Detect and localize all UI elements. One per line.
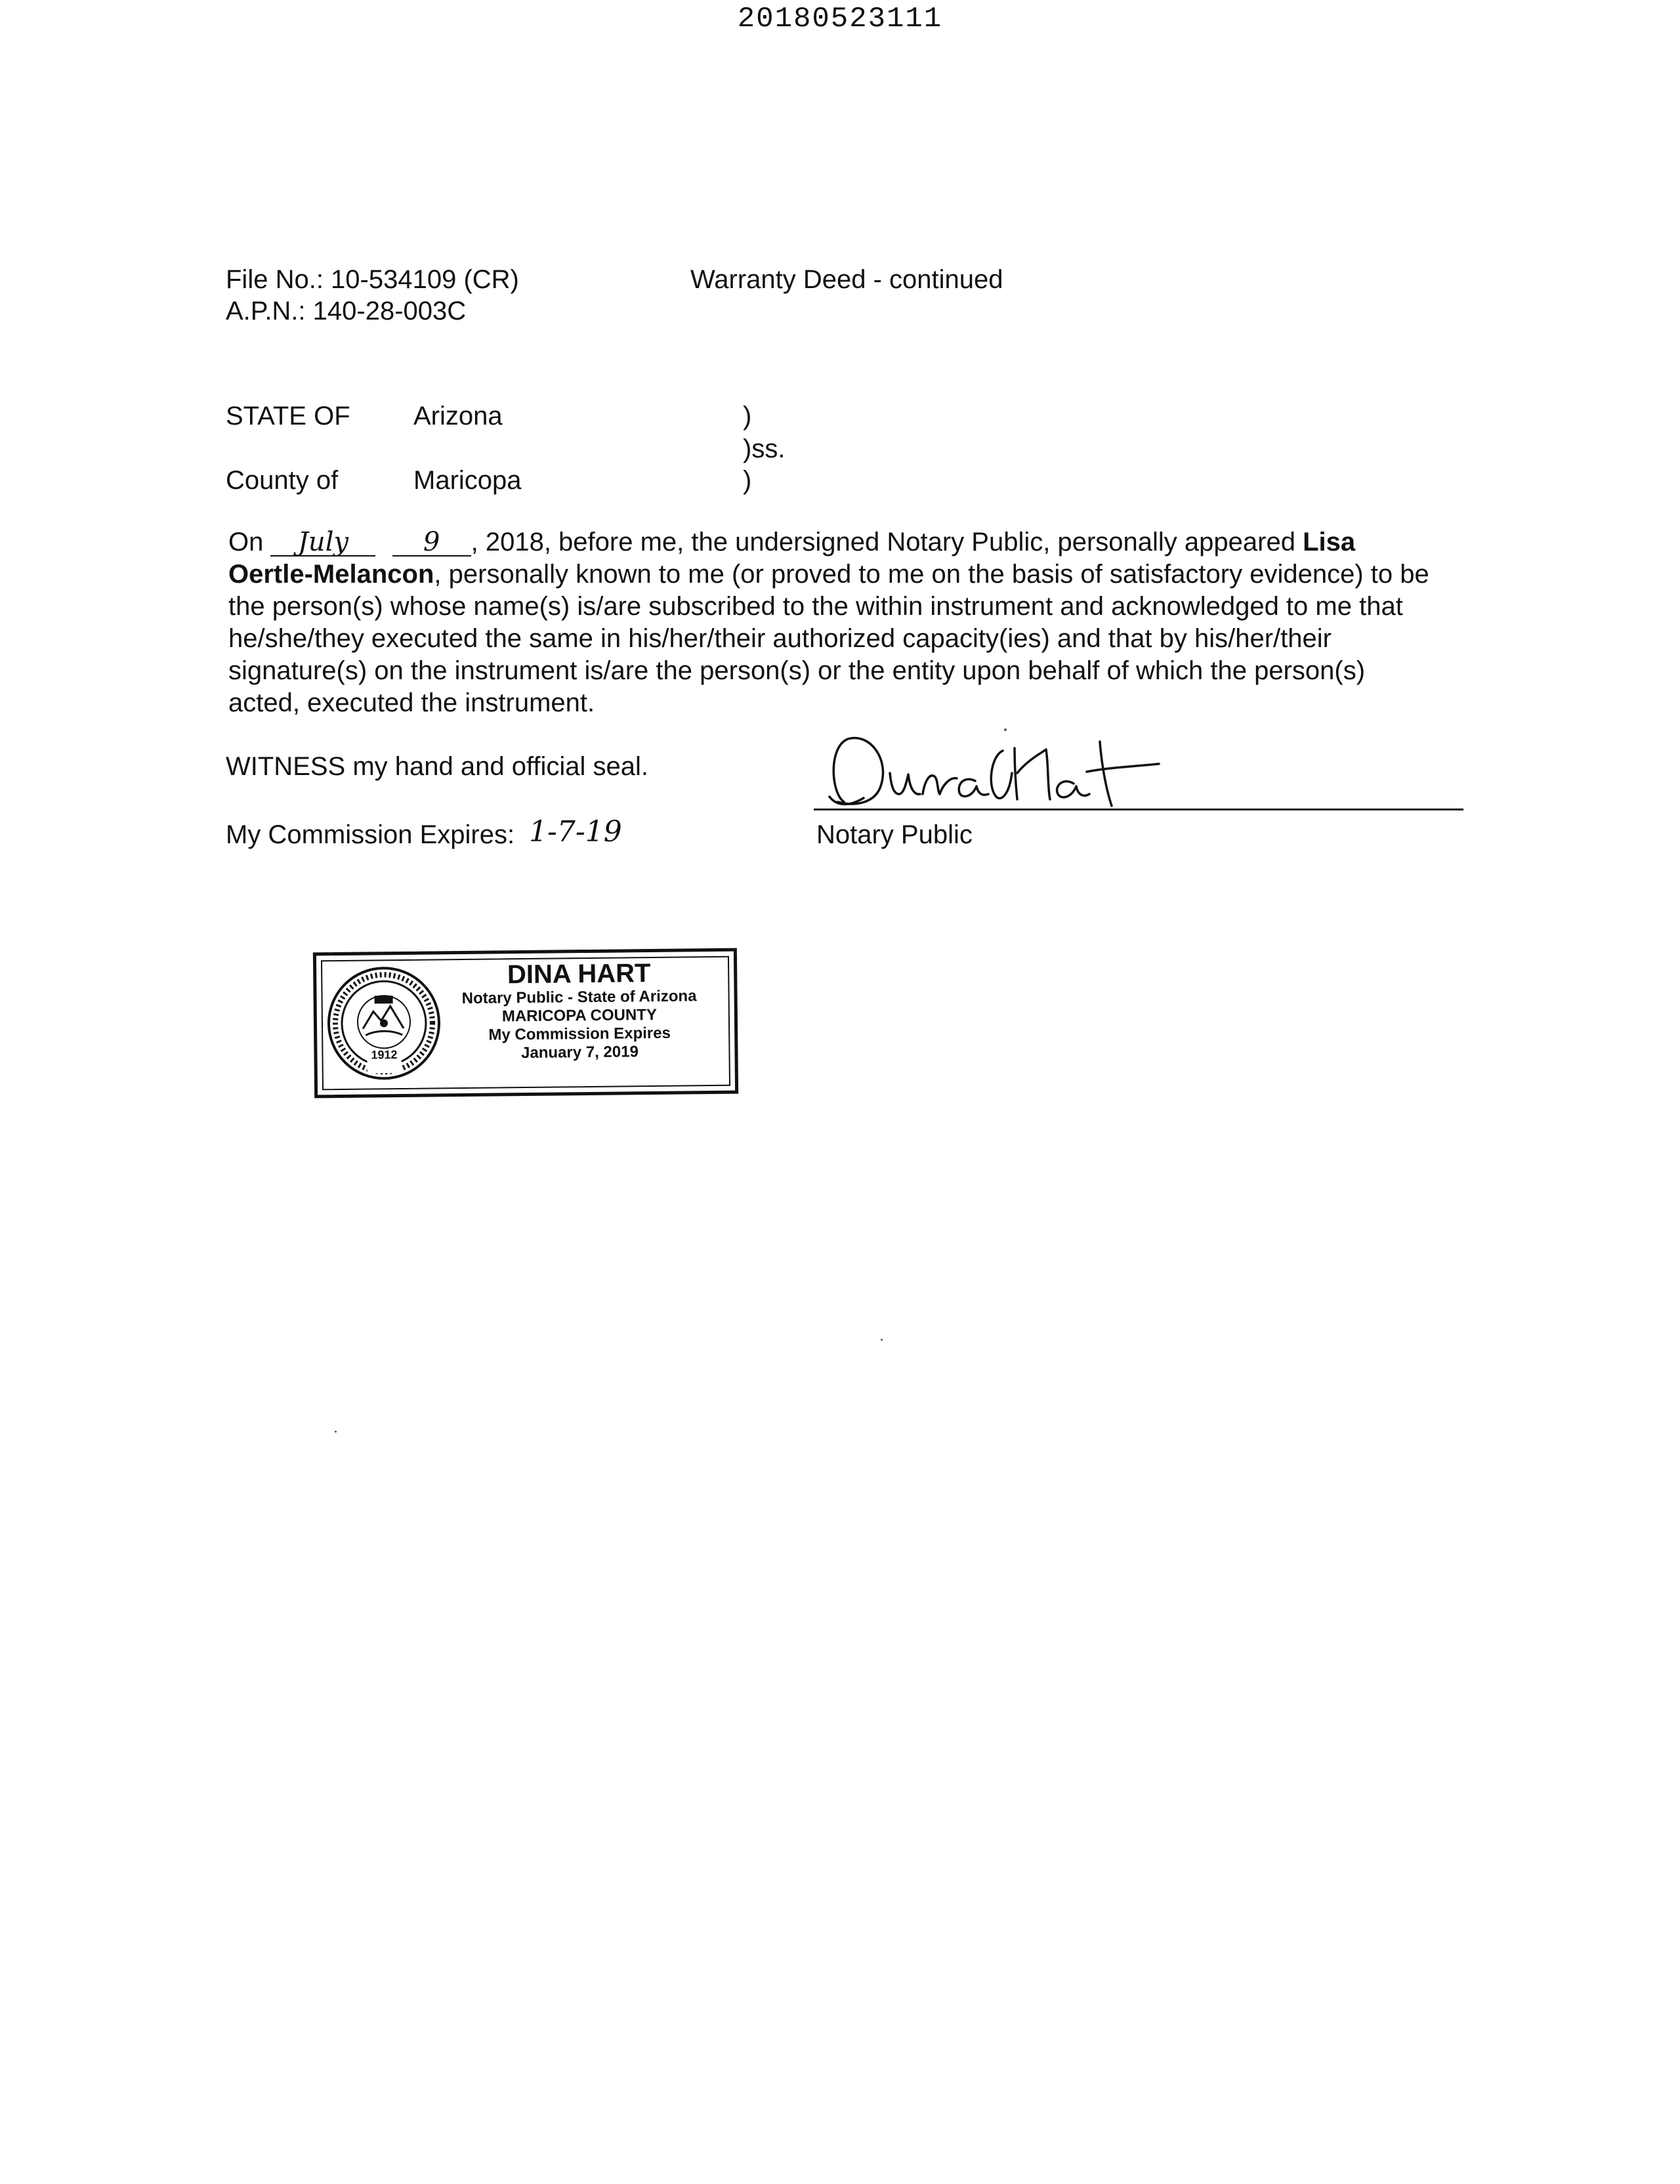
ack-line-2-text: , personally known to me (or proved to me on the basis of satisfactory evidence) to be — [434, 560, 1429, 589]
seal-year: 1912 — [371, 1048, 398, 1062]
appearer-last-name: Oertle-Melancon — [228, 560, 434, 589]
stamp-text — [448, 958, 711, 1063]
ack-line-4: he/she/they executed the same in his/her/their authorized capacity(ies) and that by his/her/their — [228, 624, 1332, 653]
stamp-expires-date: January 7, 2019 — [520, 1043, 639, 1062]
ack-line-1 — [228, 526, 1462, 558]
ack-line-5: signature(s) on the instrument is/are the person(s) or the entity upon behalf of which the person(s) — [228, 656, 1366, 685]
apn-number: A.P.N.: 140-28-003C — [226, 297, 467, 326]
commission-expires-handwritten: 1-7-19 — [529, 815, 622, 849]
scan-speck — [1004, 728, 1007, 731]
appearer-first-name: Lisa — [1303, 528, 1356, 556]
venue-paren-ss: )ss. — [743, 434, 786, 463]
scan-speck — [335, 1431, 337, 1433]
venue-paren-top: ) — [743, 402, 752, 430]
document-number: 20180523111 — [737, 3, 943, 35]
state-seal-icon — [326, 965, 442, 1082]
notary-signature — [818, 734, 1185, 812]
signature-line — [814, 808, 1463, 810]
handwritten-day: 9 — [392, 529, 471, 556]
commission-expires-label: My Commission Expires: — [226, 820, 515, 849]
handwritten-month: July — [270, 529, 375, 556]
county-value: Maricopa — [413, 466, 522, 495]
witness-text: WITNESS my hand and official seal. — [226, 752, 648, 781]
acknowledgment-paragraph — [228, 526, 1462, 719]
stamp-name: DINA HART — [507, 959, 651, 990]
scan-speck — [881, 1339, 883, 1341]
notary-stamp — [313, 948, 738, 1099]
ack-line-3: the person(s) whose name(s) is/are subscribed to the within instrument and acknowledged to me that — [228, 592, 1403, 621]
stamp-expires-label: My Commission Expires — [488, 1024, 671, 1044]
state-value: Arizona — [413, 402, 503, 430]
ack-line-2 — [228, 558, 1462, 591]
county-label: County of — [226, 466, 339, 495]
venue-paren-bottom: ) — [743, 466, 752, 495]
notary-public-label: Notary Public — [816, 820, 973, 849]
ack-after-date: , 2018, before me, the undersigned Notary Public, personally appeared — [471, 528, 1303, 556]
ack-line-6: acted, executed the instrument. — [228, 688, 595, 717]
stamp-county: MARICOPA COUNTY — [501, 1005, 658, 1026]
file-number: File No.: 10-534109 (CR) — [226, 265, 519, 294]
deed-title: Warranty Deed - continued — [690, 265, 1003, 294]
ack-on: On — [228, 528, 264, 556]
stamp-title: Notary Public - State of Arizona — [461, 987, 697, 1008]
state-label: STATE OF — [226, 402, 350, 430]
